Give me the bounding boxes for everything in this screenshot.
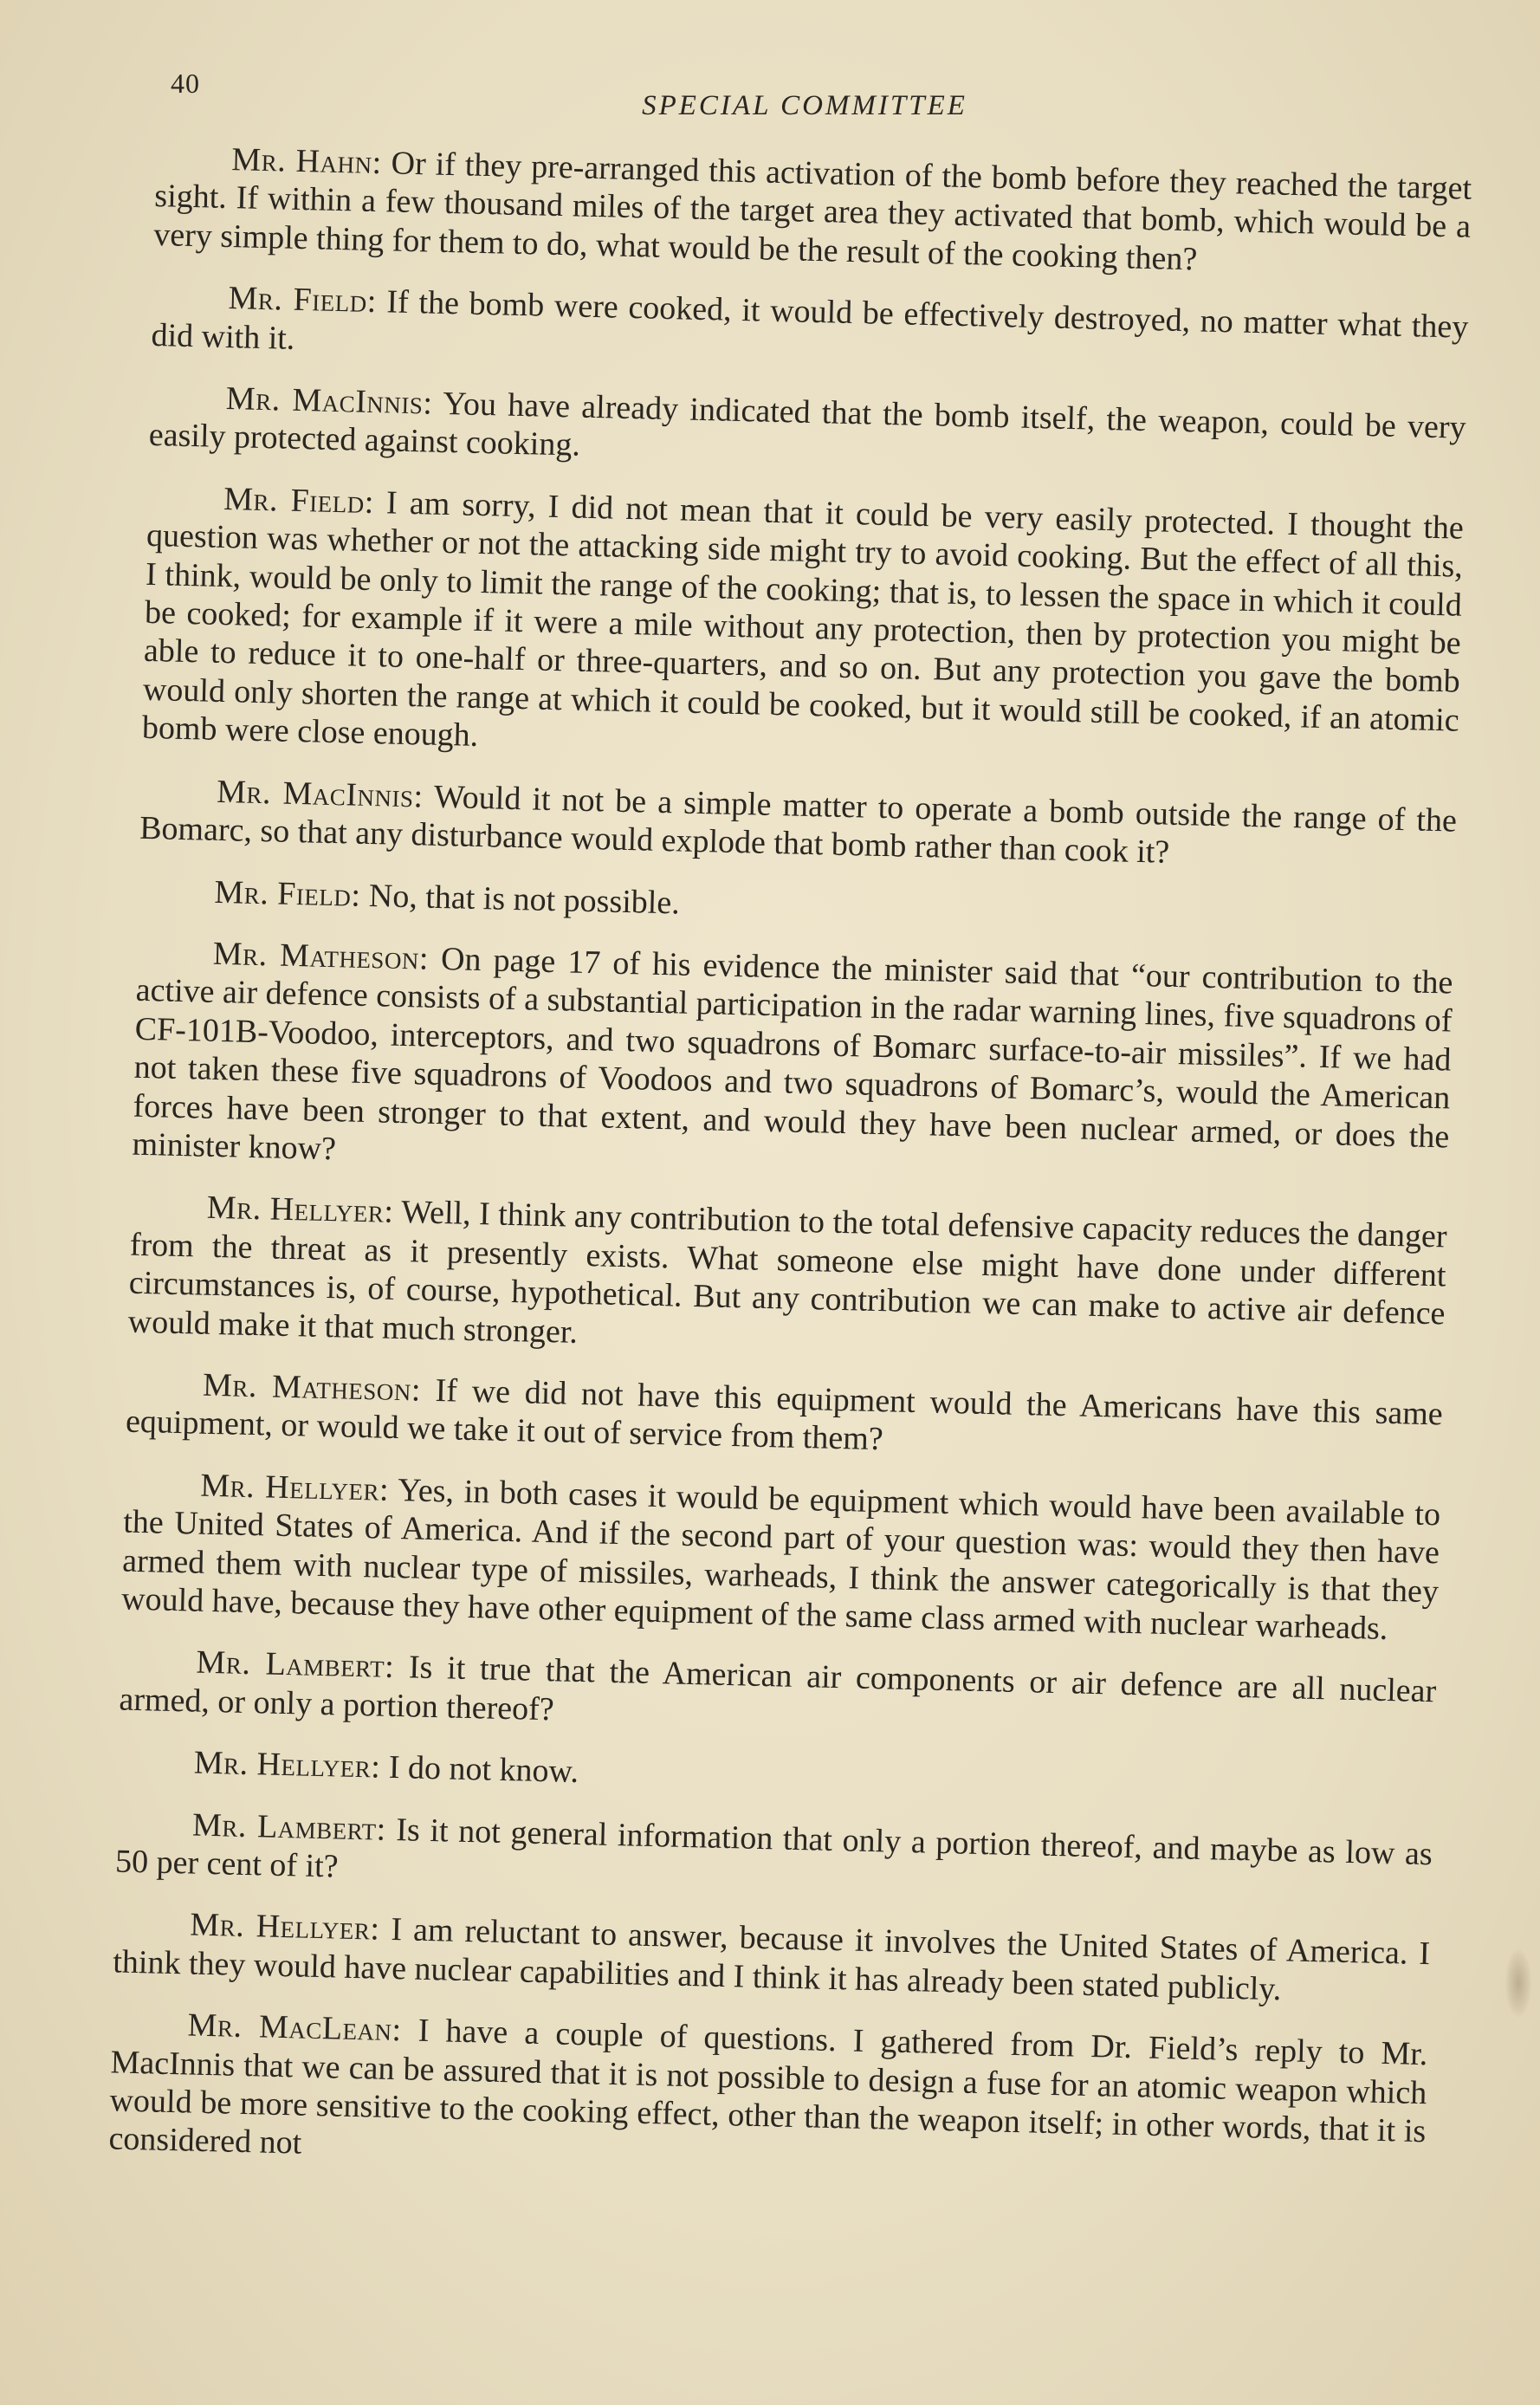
speaker-name: Mr. MacInnis:	[216, 773, 424, 815]
speaker-name: Mr. Matheson:	[202, 1366, 422, 1409]
transcript-paragraph	[139, 770, 1458, 878]
transcript-paragraph	[115, 1804, 1433, 1912]
transcript-paragraph	[108, 2005, 1428, 2189]
transcript-paragraph	[121, 1464, 1441, 1649]
paragraph-text: You have already indicated that the bomb itself, the weapon, could be very easily protected against cooking.	[148, 385, 1467, 464]
paragraph-text: If we did not have this equipment would the Americans have this same equipment, or would we take it out of service from them?	[125, 1371, 1444, 1458]
speaker-name: Mr. Hellyer:	[193, 1744, 381, 1786]
transcript-paragraph	[127, 1187, 1447, 1371]
speaker-name: Mr. Matheson:	[212, 935, 430, 977]
paragraph-text: On page 17 of his evidence the minister said that “our contribution to the active air defence consists of a substantial participation in the radar warning lines, five squadrons of CF-101B-Voodoo, interceptors, and two squadrons of Bomarc surface-to-air missiles”. If we had not taken these five squadrons of Voodoos and two squadrons of Bomarc’s, would the American forces have been stronger to that extent, and would they have been nuclear armed, or does the minister know?	[132, 940, 1453, 1168]
transcript-paragraph	[119, 1642, 1437, 1750]
speaker-name: Mr. MacInnis:	[225, 380, 434, 422]
paragraph-text: I do not know.	[379, 1748, 579, 1791]
transcript-paragraph	[117, 1742, 1434, 1812]
speaker-name: Mr. Lambert:	[191, 1806, 387, 1848]
paragraph-text: I have a couple of questions. I gathered from Dr. Field’s reply to Mr. MacInnis that we can be assured that it is not possible to design a fuse for an atomic weapon which would be more sensitive to the cooking effect, other than the weapon itself; in other words, that it is considered not	[108, 2012, 1428, 2162]
paragraph-text: Yes, in both cases it would be equipment which would have been available to the United States of America. And if the second part of your question was: would they then have armed them with nuclear type of missiles, warheads, I think the answer categorically is that they would have, because they have other equipment of the same class armed with nuclear warheads.	[120, 1471, 1441, 1647]
running-title: SPECIAL COMMITTEE	[642, 90, 967, 121]
paragraph-text: I am reluctant to answer, because it involves the United States of America. I think they would have nuclear capabilities and I think it has already been stated publicly.	[112, 1911, 1431, 2008]
transcript-paragraph	[148, 378, 1466, 486]
speaker-name: Mr. MacLean:	[187, 2006, 403, 2049]
speaker-name: Mr. Hellyer:	[206, 1190, 394, 1231]
paragraph-text: Is it true that the American air components or air defence are all nuclear armed, or only a portion thereof?	[119, 1649, 1437, 1728]
paragraph-text: If the bomb were cooked, it would be effectively destroyed, no matter what they did with it.	[151, 283, 1469, 357]
transcript-paragraph	[141, 478, 1464, 779]
paragraph-text: Is it not general information that only a portion thereof, and maybe as low as 50 per cent of it?	[114, 1811, 1433, 1885]
speaker-name: Mr. Field:	[228, 280, 378, 321]
transcript-paragraph	[113, 1904, 1431, 2013]
speaker-name: Mr. Hellyer:	[189, 1906, 380, 1948]
transcript-paragraph	[151, 277, 1469, 386]
paragraph-text: Would it not be a simple matter to operate a bomb outside the range of the Bomarc, so that any disturbance would explode that bomb rather than cook it?	[139, 778, 1458, 871]
page-number: 40	[171, 68, 200, 99]
transcript-body	[107, 139, 1472, 2213]
transcript-paragraph	[132, 933, 1453, 1195]
speaker-name: Mr. Hahn:	[230, 141, 383, 182]
speaker-name: Mr. Field:	[223, 480, 375, 521]
transcript-paragraph	[126, 1365, 1444, 1473]
speaker-name: Mr. Field:	[214, 873, 361, 914]
paragraph-text: No, that is not possible.	[359, 877, 681, 921]
paragraph-text: Or if they pre-arranged this activation of the bomb before they reached the target sight. If within a few thousand miles of the target area they activated that bomb, which would be a very simple thing for them to do, what would be the result of the cooking then?	[152, 145, 1472, 278]
paragraph-text: Well, I think any contribution to the total defensive capacity reduces the danger from the threat as it presently exists. What someone else might have done under different circumstances is, of course, hypothetical. But any contribution we can make to active air defence would make it that much stronger.	[127, 1194, 1448, 1351]
transcript-paragraph	[138, 871, 1455, 940]
paragraph-text: I am sorry, I did not mean that it could be very easily protected. I thought the question was whether or not the attacking side might try to avoid cooking. But the effect of all this, I think, would be only to limit the range of the cooking; that is, to lessen the space in which it could be cooked; for example if it were a mile without any protection, then by protection you might be able to reduce it to one-half or three-quarters, and so on. But any protection you gave the bomb would only shorten the range at which it could be cooked, but it would still be cooked, if an atomic bomb were close enough.	[141, 483, 1465, 755]
transcript-paragraph	[153, 139, 1472, 285]
page-stain	[1505, 1949, 1531, 2017]
speaker-name: Mr. Lambert:	[196, 1643, 395, 1686]
speaker-name: Mr. Hellyer:	[199, 1467, 390, 1508]
